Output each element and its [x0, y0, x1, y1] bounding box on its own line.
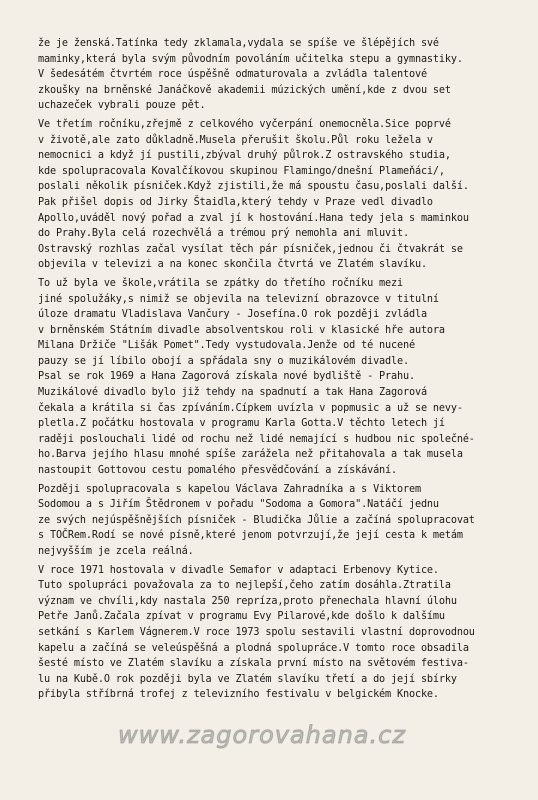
text-line: Milana Držiče "Lišák Pomet".Tedy vystudovala.Jenže od té nucené: [38, 340, 415, 352]
paragraph: [38, 36, 516, 114]
text-line: poslali několik písniček.Když zjistili,že má spoustu času,poslali další.: [38, 181, 469, 193]
paragraph: [38, 482, 516, 560]
text-line: maminky,která byla svým původním povoláním učitelka stepu a gymnastiky.: [38, 53, 463, 65]
text-line: Ve třetím ročníku,zřejmě z celkového vyčerpání onemocněla.Sice poprvé: [38, 118, 451, 130]
text-line: ze svých nejúspěšnějších písniček - Bludička Jůlie a začíná spolupracovat: [38, 514, 475, 526]
text-line: setkání s Karlem Vágnerem.V roce 1973 spolu sestavili vlastní doprovodnou: [38, 626, 475, 638]
text-line: do Prahy.Byla celá rozechvělá a trémou prý nemohla ani mluvit.: [38, 228, 409, 240]
text-line: Ostravský rozhlas začal vysílat těch pár písniček,jednou či čtvakrát se: [38, 243, 463, 255]
text-line: zkoušky na brněnské Janáčkově akademii múzických umění,kde z dvou set: [38, 84, 451, 96]
text-line: nejvyšším je zcela reálná.: [38, 546, 194, 557]
paragraph: [38, 276, 516, 479]
text-line: pletla.Z počátku hostovala v programu Karla Gotta.V těchto letech jí: [38, 418, 445, 430]
text-line: význam ve chvíli,kdy nastala 250 repríza,proto přenechala hlavní úlohu: [38, 595, 457, 607]
text-line: kapelu a začíná se veleúspěšná a plodná spolupráce.V tomto roce obsadila: [38, 642, 469, 654]
text-line: lu na Kubě.O rok později byla ve Zlatém slavíku třetí a do její sbírky: [38, 673, 457, 685]
paragraph: [38, 117, 516, 273]
text-line: objevila v televizi a na konec skončila čtvrtá ve Zlatém slavíku.: [38, 259, 427, 271]
text-line: v životě,ale zato důkladně.Musela přerušit školu.Půl roku ležela v: [38, 134, 433, 146]
text-line: čekala a krátila si čas zpíváním.Cípkem uvízla v popmusic a už se nevy-: [38, 402, 463, 414]
text-line: To už byla ve škole,vrátila se zpátky do třetího ročníku mezi: [38, 277, 403, 289]
text-line: přibyla stříbrná trofej z televizního festivalu v belgickém Knocke.: [38, 689, 439, 701]
text-line: ho.Barva jejího hlasu mnohé spíše zarážela než přitahovala a tak musela: [38, 449, 463, 461]
text-line: Tuto spolupráci považovala za to nejlepší,čeho zatím dosáhla.Ztratila: [38, 580, 451, 592]
text-line: Petře Janů.Začala zpívat v programu Evy Pilarové,kde došlo k dalšímu: [38, 611, 445, 623]
text-line: raději poslouchali lidé od rochu než lidé nemající s hudbou nic společné-: [38, 433, 475, 445]
watermark-logo: www.zagorovahana.cz: [118, 721, 406, 749]
text-line: úloze dramatu Vladislava Vančury - Josefína.O rok později zvládla: [38, 309, 427, 321]
text-line: uchazeček vybrali pouze pět.: [38, 100, 206, 112]
text-line: šesté místo ve Zlatém slavíku a získala první místo na světovém festiva-: [38, 658, 469, 670]
text-line: Psal se rok 1969 a Hana Zagorová získala nové bydliště - Prahu.: [38, 371, 415, 383]
text-line: nemocnici a když jí pustili,zbýval druhý půlrok.Z ostravského studia,: [38, 150, 451, 162]
text-line: Apollo,uváděl nový pořad a zval jí k hostování.Hana tedy jela s maminkou: [38, 212, 469, 224]
paragraph: [38, 563, 516, 703]
text-line: pauzy se jí líbilo obojí a spřádala sny o muzikálovém divadle.: [38, 355, 409, 367]
text-line: Sodomou a s Jiřím Štědronem v pořadu "Sodoma a Gomora".Natáčí jednu: [38, 499, 439, 511]
text-line: Později spolupracovala s kapelou Václava Zahradníka a s Viktorem: [38, 483, 421, 495]
text-line: v brněnském Státním divadle absolventskou roli v klasické hře autora: [38, 324, 445, 336]
text-line: V roce 1971 hostovala v divadle Semafor v adaptaci Erbenovy Kytice.: [38, 564, 439, 576]
text-line: kde spolupracovala Kovalčíkovou skupinou Flamingo/dnešní Plameňáci/,: [38, 165, 445, 177]
text-line: Muzikálové divadlo bylo již tehdy na spadnutí a tak Hana Zagorová: [38, 387, 427, 399]
text-line: nastoupit Gottovou cestu pomalého přesvědčování a získávání.: [38, 465, 398, 477]
text-line: s TOČRem.Rodí se nové písně,které jenom potvrzují,že její cesta k metám: [38, 530, 463, 542]
text-line: V šedesátém čtvrtém roce úspěšně odmaturovala a zvládla talentové: [38, 69, 427, 81]
text-line: že je ženská.Tatínka tedy zklamala,vydala se spíše ve šlépějích své: [38, 38, 439, 49]
text-line: Pak přišel dopis od Jirky Štaidla,který tehdy v Praze vedl divadlo: [38, 196, 433, 208]
text-line: jiné spolužáky,s nimiž se objevila na televizní obrazovce v titulní: [38, 293, 439, 305]
